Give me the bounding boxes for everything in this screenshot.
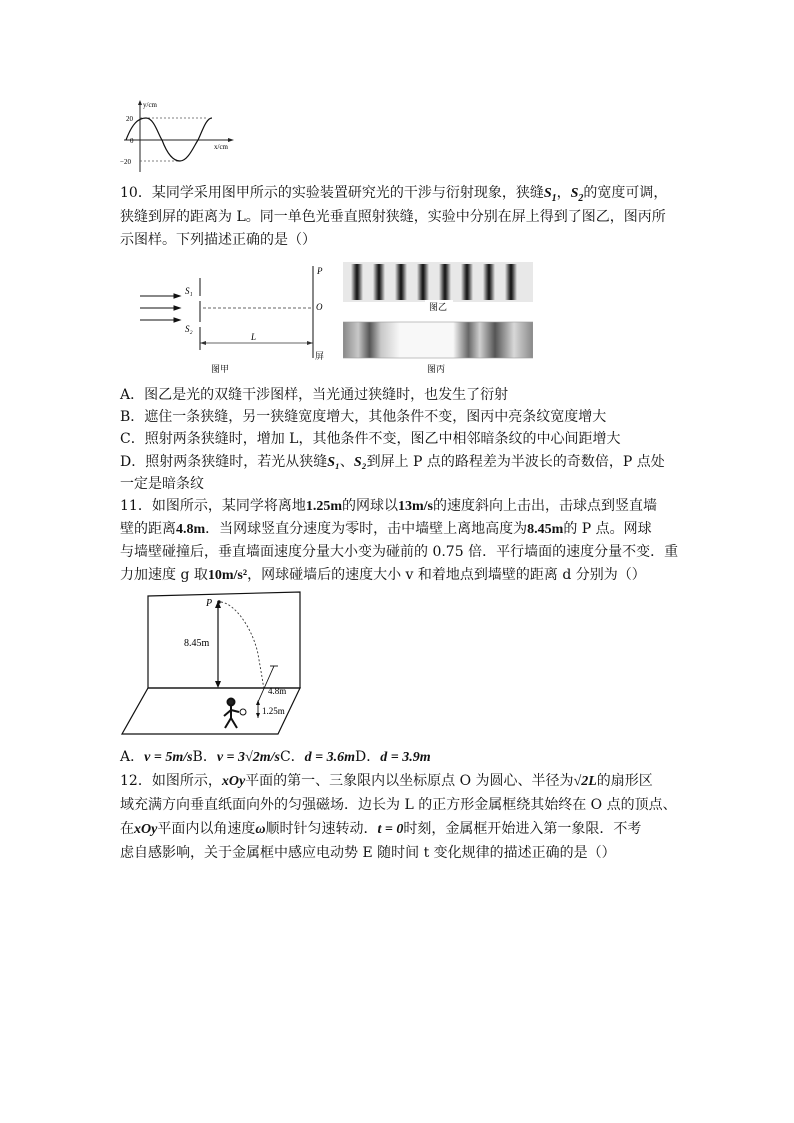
figure-bing bbox=[343, 320, 533, 376]
fig-bing-caption: 图丙 bbox=[427, 364, 446, 374]
q12-text-3b: 平面内以角速度 bbox=[157, 821, 256, 837]
fig-jia-screen: 屏 bbox=[315, 351, 325, 361]
q10-option-d-text-a: D．照射两条狭缝时，若光从狭缝 bbox=[120, 454, 328, 470]
tennis-label-48: 4.8m bbox=[268, 686, 287, 696]
wave-y-label: y/cm bbox=[143, 101, 157, 109]
q11-line-1 bbox=[120, 496, 657, 517]
q12-radius: √2L bbox=[573, 774, 597, 789]
q10-option-c: C．照射两条狭缝时，增加 L，其他条件不变，图乙中相邻暗条纹的中心间距增大 bbox=[120, 431, 621, 447]
q10-option-b: B．遮住一条狭缝，另一狭缝宽度增大，其他条件不变，图丙中亮条纹宽度增大 bbox=[120, 409, 607, 425]
q11-option-d: d = 3.9m bbox=[380, 750, 431, 765]
q11-text-2a: 壁的距离 bbox=[120, 521, 176, 537]
wave-x-label: x/cm bbox=[214, 143, 228, 151]
fig-jia-p: P bbox=[317, 266, 323, 276]
q11-height-p: 8.45m bbox=[527, 522, 564, 537]
q12-text-3c: 顺时针匀速转动． bbox=[265, 821, 378, 837]
fig-jia-l: L bbox=[251, 332, 257, 342]
q12-line-2: 域充满方向垂直纸面向外的匀强磁场．边长为 L 的正方形金属框绕其始终在 O 点的顶点、 bbox=[120, 797, 677, 813]
q12-line-3 bbox=[120, 819, 641, 840]
q12-xoy-2: xOy bbox=[134, 822, 158, 837]
figure-jia bbox=[135, 258, 335, 376]
q10-option-a: A．图乙是光的双缝干涉图样，当光通过狭缝时，也发生了衍射 bbox=[120, 387, 509, 403]
q10-comma: ， bbox=[556, 185, 571, 201]
tennis-label-845: 8.45m bbox=[184, 638, 210, 649]
q10-line-3: 示图样。下列描述正确的是（） bbox=[120, 232, 316, 248]
wave-figure bbox=[118, 98, 238, 176]
q10-s1: $S_1$ bbox=[543, 186, 557, 204]
wave-tick-0: 0 bbox=[130, 137, 134, 145]
q12-line-1 bbox=[120, 771, 653, 792]
q11-gravity: 10m/s² bbox=[207, 568, 248, 583]
fig-jia-s2: S₂ bbox=[185, 324, 193, 334]
q11-option-c: d = 3.6m bbox=[304, 750, 356, 765]
q11-text-1c: 的速度斜向上击出，击球点到竖直墙 bbox=[433, 498, 657, 514]
q10-text-1b: 的宽度可调， bbox=[583, 185, 668, 201]
figure-tennis bbox=[118, 590, 308, 738]
fig-jia-s1: S₁ bbox=[185, 286, 193, 296]
q11-text-1b: 的网球以 bbox=[342, 498, 398, 514]
figure-yi bbox=[343, 262, 533, 314]
q12-text-3a: 在 bbox=[120, 821, 134, 837]
q11-wall-distance: 4.8m bbox=[176, 522, 206, 537]
fig-yi-caption: 图乙 bbox=[429, 302, 448, 312]
q11-option-c-prefix: C． bbox=[279, 749, 305, 765]
q12-text-1b: 平面的第一、三象限内以坐标原点 O 为圆心、半径为 bbox=[245, 773, 574, 789]
q10-option-d-line2: 一定是暗条纹 bbox=[120, 476, 204, 492]
q11-options bbox=[120, 747, 431, 768]
tennis-label-p: P bbox=[206, 598, 213, 609]
q10-s2: $S_2$ bbox=[570, 186, 584, 204]
q11-text-2c: 的 P 点。网球 bbox=[563, 521, 652, 537]
q10-line-2: 狭缝到屏的距离为 L。同一单色光垂直照射狭缝，实验中分别在屏上得到了图乙，图丙所 bbox=[120, 209, 666, 225]
q11-text-4a: 力加速度 g 取 bbox=[120, 567, 208, 583]
q12-text-1c: 的扇形区 bbox=[596, 773, 653, 789]
q11-option-b-prefix: B． bbox=[192, 749, 217, 765]
q10-line-1 bbox=[120, 183, 667, 209]
wave-tick-neg20: −20 bbox=[120, 158, 131, 166]
q10-option-d-sep: 、 bbox=[339, 454, 354, 470]
q10-option-d-s2: S₂ bbox=[353, 455, 367, 470]
q12-xoy: xOy bbox=[221, 774, 246, 789]
q12-t0: t = 0 bbox=[377, 822, 404, 837]
q12-omega: ω bbox=[255, 822, 266, 837]
fig-jia-o: O bbox=[316, 302, 323, 312]
q11-option-a: v = 5m/s bbox=[144, 750, 193, 765]
q10-option-d-line1 bbox=[120, 452, 665, 473]
q12-text-3d: 时刻，金属框开始进入第一象限．不考 bbox=[403, 821, 642, 837]
q11-option-a-prefix: A． bbox=[120, 749, 145, 765]
q11-text-1a: 11．如图所示，某同学将离地 bbox=[120, 498, 306, 514]
q11-line-2 bbox=[120, 519, 652, 540]
q11-line-4 bbox=[120, 565, 646, 586]
q11-text-4b: ，网球碰墙后的速度大小 v 和着地点到墙壁的距离 d 分别为（） bbox=[247, 567, 646, 583]
q11-option-b: v = 3√2m/s bbox=[216, 750, 280, 765]
q11-line-3: 与墙壁碰撞后，垂直墙面速度分量大小变为碰前的 0.75 倍．平行墙面的速度分量不变．重 bbox=[120, 544, 679, 560]
tennis-label-125: 1.25m bbox=[262, 706, 285, 716]
q12-text-1a: 12．如图所示， bbox=[120, 773, 222, 789]
q12-line-4: 虑自感影响，关于金属框中感应电动势 E 随时间 t 变化规律的描述正确的是（） bbox=[120, 845, 616, 861]
q10-text-1a: 10．某同学采用图甲所示的实验装置研究光的干涉与衍射现象，狭缝 bbox=[120, 185, 544, 201]
q11-text-2b: ．当网球竖直分速度为零时，击中墙壁上离地高度为 bbox=[205, 521, 528, 537]
q11-initial-speed: 13m/s bbox=[398, 499, 433, 514]
q10-option-d-text-b: 到屏上 P 点的路程差为半波长的奇数倍，P 点处 bbox=[366, 454, 665, 470]
q11-height-hit: 1.25m bbox=[305, 499, 342, 514]
q10-option-d-s1: S₁ bbox=[327, 455, 340, 470]
fig-jia-caption: 图甲 bbox=[211, 364, 230, 374]
q11-option-d-prefix: D． bbox=[355, 749, 381, 765]
wave-tick-20: 20 bbox=[126, 115, 133, 123]
